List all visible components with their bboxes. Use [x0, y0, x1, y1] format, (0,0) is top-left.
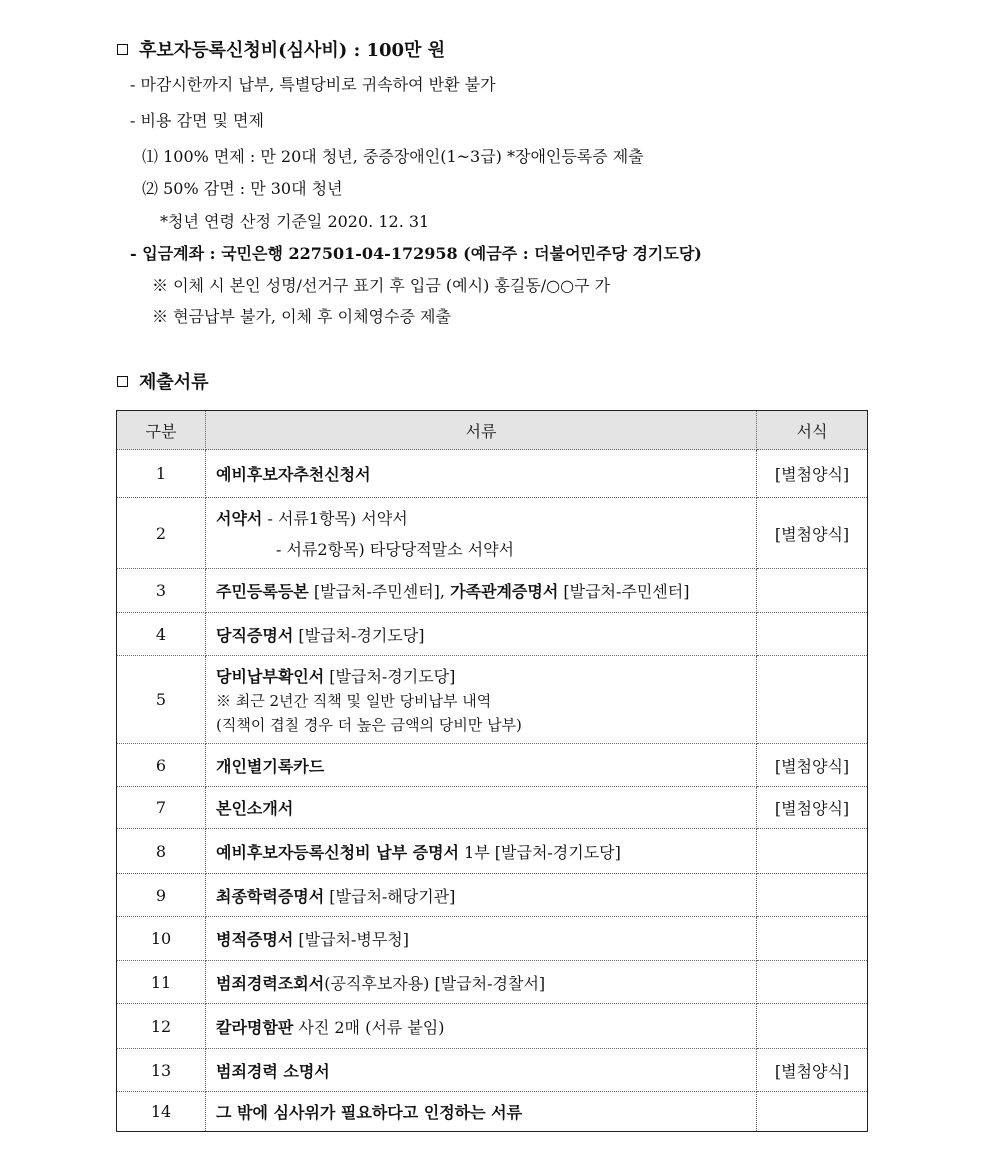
doc-detail: [발급처-경기도당]: [324, 667, 456, 686]
table-header-row: [117, 411, 868, 450]
fee-line-half-exempt: ⑵ 50% 감면 : 만 30대 청년: [142, 179, 343, 198]
docs-table: [116, 410, 868, 1132]
row-no: 5: [117, 656, 206, 744]
header-no: 구분: [117, 411, 206, 450]
table-row: [117, 874, 868, 917]
row-no: 4: [117, 613, 206, 656]
doc-name: 최종학력증명서: [216, 886, 325, 906]
doc-name: 본인소개서: [216, 799, 294, 818]
fee-line-account: - 입금계좌 : 국민은행 227501-04-172958 (예금주 : 더불어민주당 경기도당): [130, 244, 702, 263]
doc-name: 당직증명서: [216, 625, 294, 645]
doc-detail: [발급처-경기도당]: [293, 625, 425, 645]
doc-name: 범죄경력 소명서: [216, 1061, 330, 1081]
doc-name: 병적증명서: [216, 930, 294, 949]
doc-name-2: 가족관계증명서: [450, 582, 559, 601]
table-row: [117, 656, 868, 744]
row-format: [757, 569, 868, 613]
row-no: 14: [117, 1092, 206, 1132]
row-format: [별첨양식]: [757, 498, 868, 569]
doc-sub-detail-2: (직책이 겹칠 경우 더 높은 금액의 당비만 납부): [216, 716, 522, 734]
doc-name: 주민등록등본: [216, 582, 309, 601]
doc-name: 개인별기록카드: [216, 756, 325, 776]
table-row: [117, 1092, 868, 1132]
checkbox-square-icon: [117, 44, 128, 55]
row-no: 1: [117, 450, 206, 498]
table-row: [117, 917, 868, 961]
doc-detail: - 서류1항목) 서약서: [262, 509, 408, 528]
fee-line-exemption: - 비용 감면 및 면제: [130, 111, 264, 130]
row-format: [757, 829, 868, 874]
row-no: 10: [117, 917, 206, 961]
doc-detail: 사진 2매 (서류 붙임): [293, 1017, 445, 1037]
table-row: [117, 829, 868, 874]
row-format: [757, 656, 868, 744]
doc-name: 예비후보자등록신청비 납부 증명서: [216, 842, 459, 862]
table-row: [117, 1049, 868, 1092]
row-no: 6: [117, 744, 206, 787]
row-no: 2: [117, 498, 206, 569]
table-row: [117, 569, 868, 613]
row-format: [별첨양식]: [757, 787, 868, 829]
fee-line-deadline: - 마감시한까지 납부, 특별당비로 귀속하여 반환 불가: [130, 75, 496, 94]
docs-section-heading: [117, 368, 209, 394]
doc-name: 범죄경력조회서: [216, 973, 325, 993]
row-no: 12: [117, 1004, 206, 1049]
checkbox-square-icon: [117, 376, 128, 387]
doc-detail: [발급처-주민센터],: [308, 582, 451, 601]
fee-section-heading: [117, 36, 445, 62]
row-no: 7: [117, 787, 206, 829]
doc-detail: (공직후보자용) [발급처-경찰서]: [324, 973, 546, 993]
fee-note-receipt: ※ 현금납부 불가, 이체 후 이체영수증 제출: [152, 307, 451, 326]
header-doc: 서류: [206, 411, 757, 450]
table-row: [117, 961, 868, 1004]
doc-name: 서약서: [216, 509, 263, 528]
row-format: [757, 874, 868, 917]
doc-detail: 1부 [발급처-경기도당]: [458, 842, 621, 862]
doc-name: 예비후보자추천신청서: [216, 465, 371, 484]
row-no: 3: [117, 569, 206, 613]
doc-sub-detail: - 서류2항목) 타당당적말소 서약서: [276, 540, 515, 559]
row-format: [757, 917, 868, 961]
doc-sub-detail: ※ 최근 2년간 직책 및 일반 당비납부 내역: [216, 692, 492, 710]
row-format: [별첨양식]: [757, 450, 868, 498]
fee-note-transfer: ※ 이체 시 본인 성명/선거구 표기 후 입금 (예시) 홍길동/○○구 가: [152, 276, 611, 295]
row-format: [별첨양식]: [757, 1049, 868, 1092]
table-row: [117, 787, 868, 829]
doc-name: 칼라명함판: [216, 1017, 294, 1037]
doc-detail: [발급처-해당기관]: [324, 886, 456, 906]
table-row: [117, 498, 868, 569]
row-format: [757, 961, 868, 1004]
row-format: [별첨양식]: [757, 744, 868, 787]
header-format: 서식: [757, 411, 868, 450]
fee-line-full-exempt: ⑴ 100% 면제 : 만 20대 청년, 중증장애인(1~3급) *장애인등록증 제출: [142, 147, 644, 166]
row-no: 13: [117, 1049, 206, 1092]
doc-name: 당비납부확인서: [216, 667, 325, 686]
docs-title: 제출서류: [139, 372, 209, 393]
table-row: [117, 450, 868, 498]
row-format: [757, 1004, 868, 1049]
row-no: 8: [117, 829, 206, 874]
doc-detail: [발급처-병무청]: [293, 930, 409, 949]
table-row: [117, 613, 868, 656]
row-no: 9: [117, 874, 206, 917]
doc-detail-2: [발급처-주민센터]: [558, 582, 690, 601]
fee-title: 후보자등록신청비(심사비) : 100만 원: [139, 40, 446, 61]
doc-name: 그 밖에 심사위가 필요하다고 인정하는 서류: [216, 1103, 523, 1122]
fee-line-age-basis: *청년 연령 산정 기준일 2020. 12. 31: [160, 212, 430, 231]
table-row: [117, 744, 868, 787]
row-no: 11: [117, 961, 206, 1004]
table-row: [117, 1004, 868, 1049]
row-format: [757, 613, 868, 656]
row-format: [757, 1092, 868, 1132]
